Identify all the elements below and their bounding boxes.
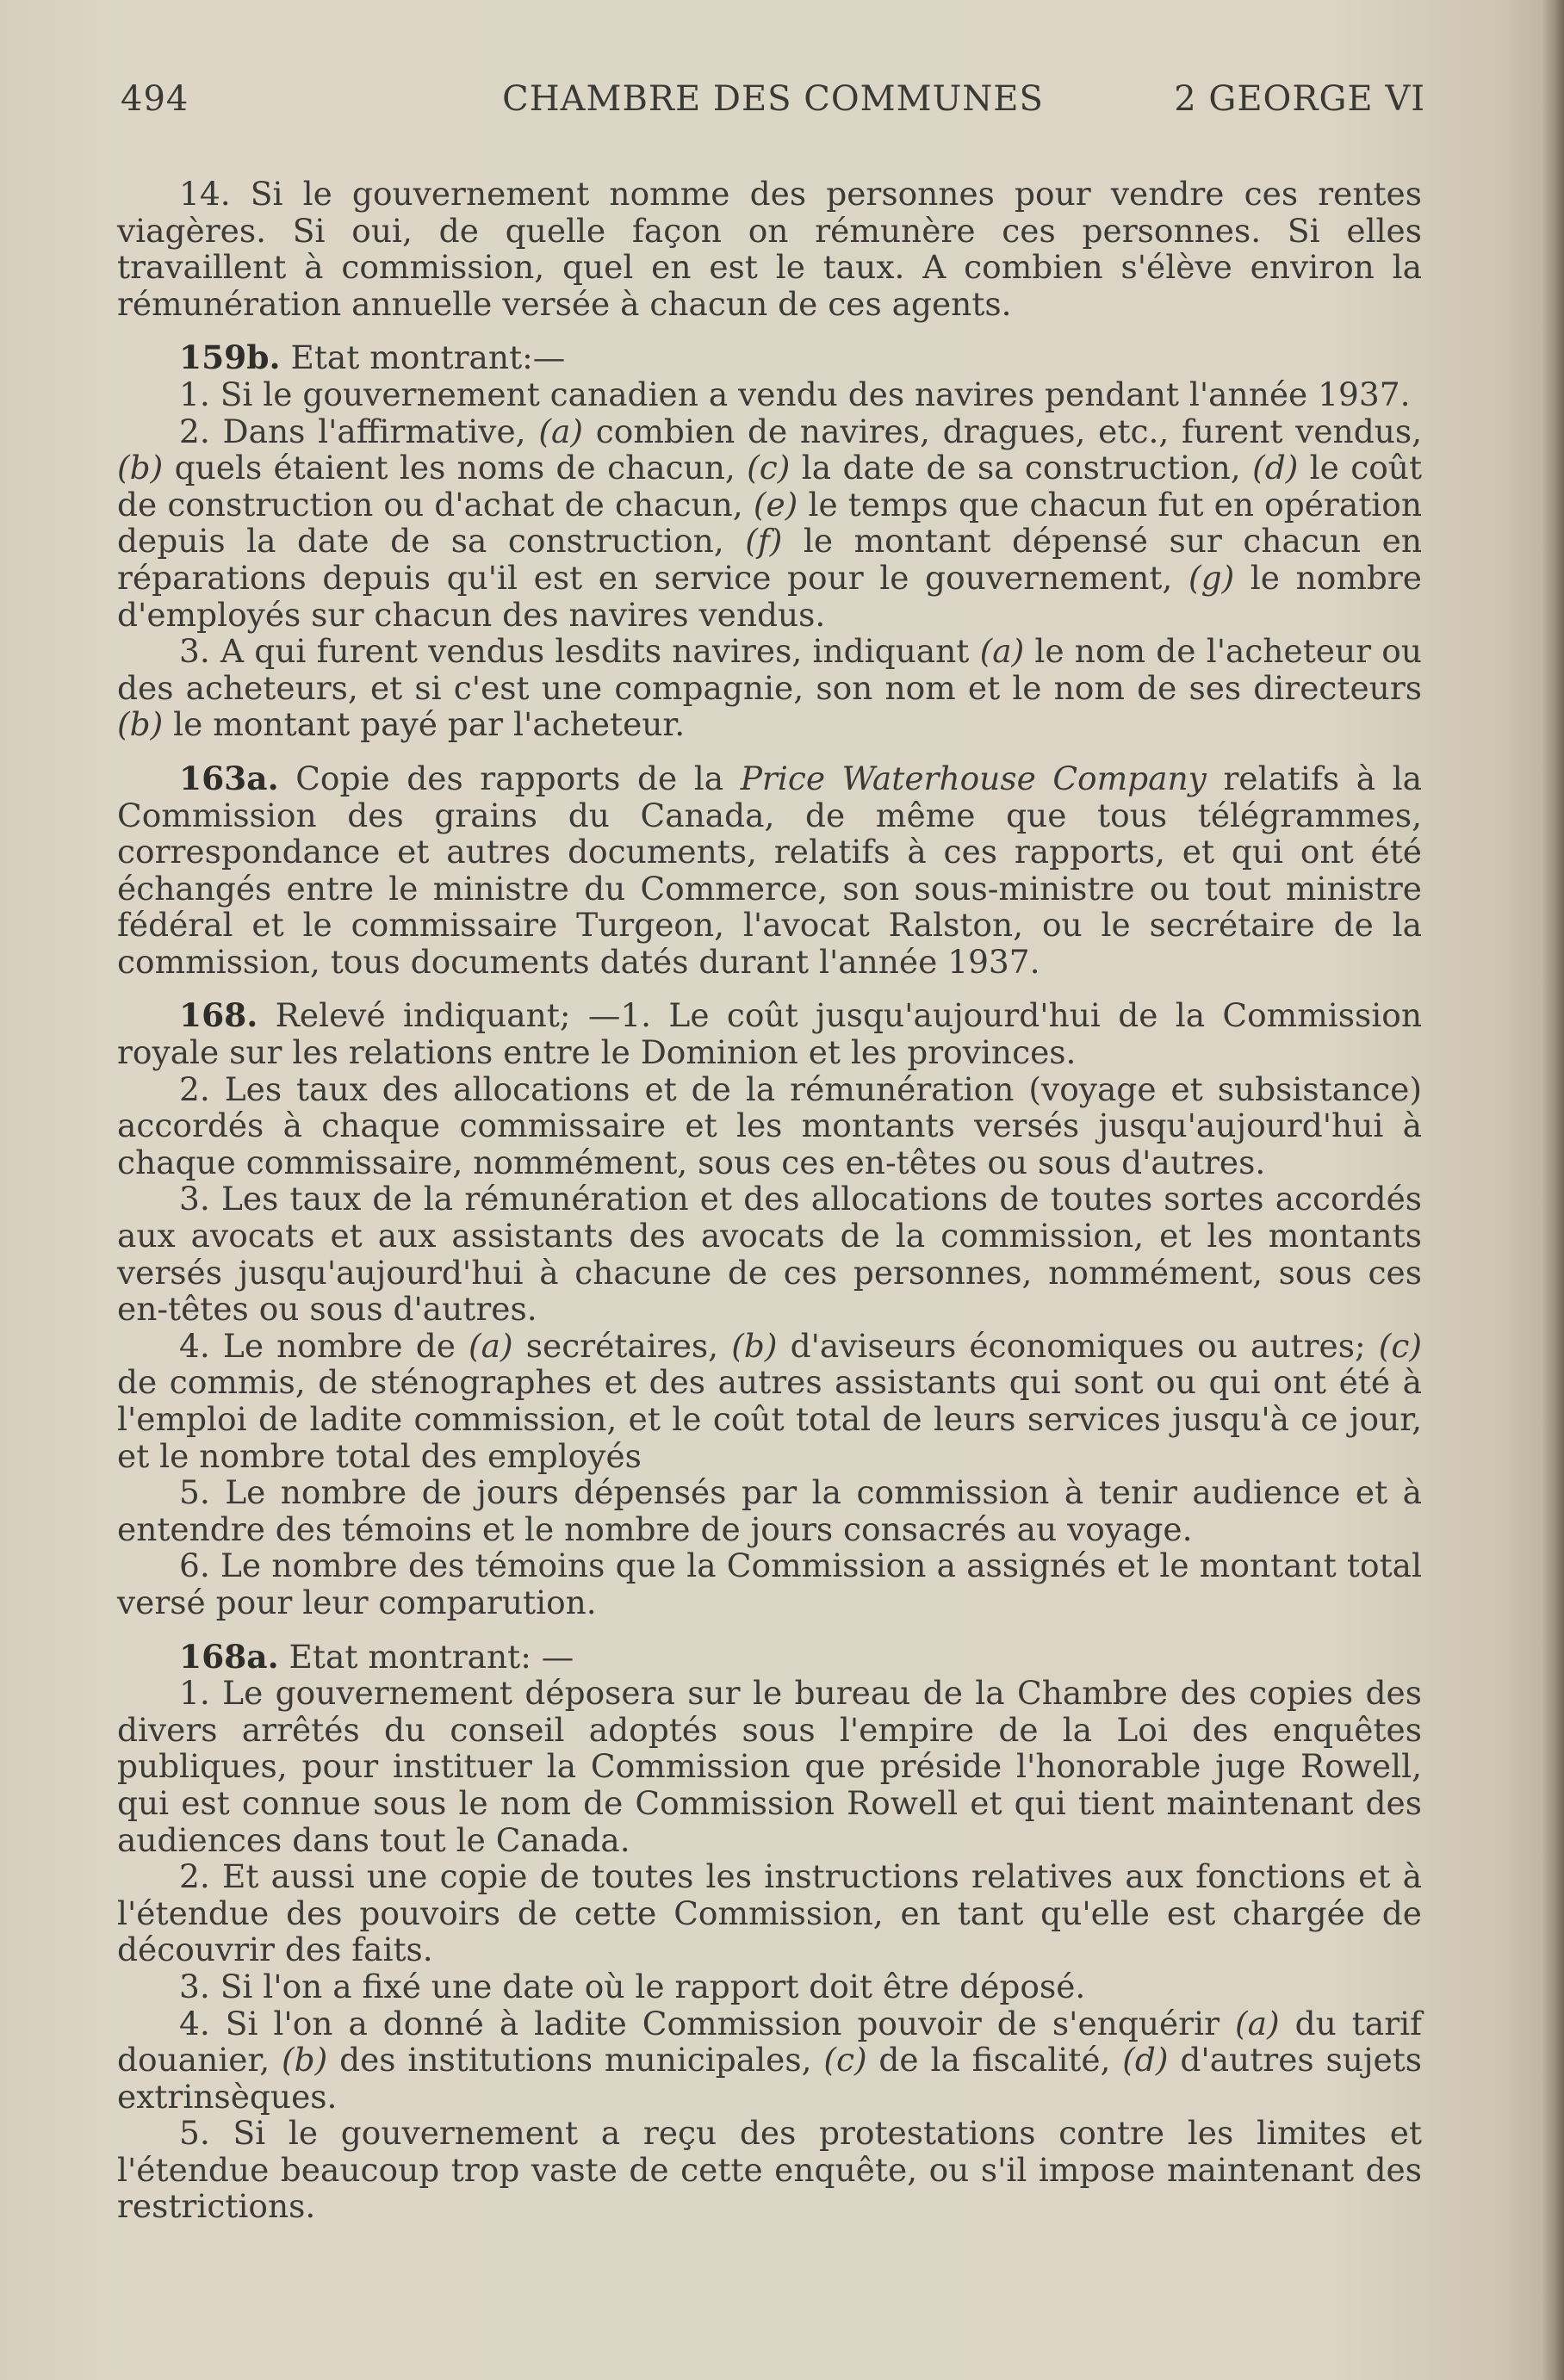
text-run: des institutions municipales, xyxy=(327,2041,824,2079)
letter-e: (e) xyxy=(753,485,798,524)
running-title: CHAMBRE DES COMMUNES xyxy=(502,79,1044,119)
text-run: secrétaires, xyxy=(512,1326,732,1365)
text-run: le montant payé par l'acheteur. xyxy=(163,705,686,744)
text-run: 4. Si l'on a donné à ladite Commission pouvoir de s'enquérir xyxy=(179,2004,1236,2042)
item-159b-point-2 xyxy=(117,413,1422,634)
item-159b-point-1: 1. Si le gouvernement canadien a vendu des navires pendant l'année 1937. xyxy=(179,375,1411,413)
company-name: Price Waterhouse Company xyxy=(740,759,1207,797)
text-run: le nombre d'employés sur chacun des navires vendus. xyxy=(117,558,1422,634)
item-168-point-5: 5. Le nombre de jours dépensés par la commission à tenir audience et à entendre des témoins et le nombre de jours consacrés au voyage. xyxy=(117,1473,1422,1548)
text-run: 2. Dans l'affirmative, xyxy=(179,412,539,450)
letter-a: (a) xyxy=(538,412,583,450)
item-168-point-1 xyxy=(117,997,1422,1070)
text-run: 3. A qui furent vendus lesdits navires, indiquant xyxy=(179,632,980,671)
letter-f: (f) xyxy=(745,522,783,561)
page-body xyxy=(117,176,1422,2225)
letter-a: (a) xyxy=(1235,2004,1280,2042)
letter-c: (c) xyxy=(1378,1326,1422,1365)
item-168-point-6: 6. Le nombre des témoins que la Commission a assignés et le montant total versé pour leur comparution. xyxy=(117,1546,1422,1621)
item-number: 163a. xyxy=(179,759,279,797)
item-163a-text xyxy=(117,760,1422,981)
item-number: 168a. xyxy=(179,1637,279,1676)
text-run: quels étaient les noms de chacun, xyxy=(163,449,748,487)
text-run: la date de sa construction, xyxy=(790,449,1253,487)
text-run: Copie des rapports de la xyxy=(278,759,741,797)
text-run: Relevé indiquant; —1. Le coût jusqu'aujourd'hui de la Commission royale sur les relations entre le Dominion et les provinces. xyxy=(117,996,1422,1072)
item-168a-intro xyxy=(117,1639,1422,1676)
item-168a-point-3: 3. Si l'on a fixé une date où le rapport doit être déposé. xyxy=(179,1967,1086,2005)
letter-b: (b) xyxy=(117,705,164,744)
text-run: combien de navires, dragues, etc., furent vendus, xyxy=(582,412,1423,450)
item-159b-point-3 xyxy=(117,633,1422,743)
item-168-point-2: 2. Les taux des allocations et de la rémunération (voyage et subsistance) accordés à chaque commissaire et les montants versés jusqu'aujourd'hui à chaque commissaire, nommément, sous ces en-têtes ou sous d'autres. xyxy=(117,1069,1422,1181)
item-168a xyxy=(117,1639,1422,2226)
letter-b: (b) xyxy=(731,1326,778,1365)
letter-c: (c) xyxy=(747,449,791,487)
text-run: le nom de l'acheteur ou des acheteurs, et si c'est une compagnie, son nom et le nom de ses directeurs xyxy=(117,632,1422,707)
text-run: 4. Le nombre de xyxy=(179,1326,469,1365)
intro-text: Etat montrant: — xyxy=(278,1637,574,1676)
item-number: 159b. xyxy=(179,338,281,377)
text-run: d'aviseurs économiques ou autres; xyxy=(777,1326,1379,1365)
item-168 xyxy=(117,997,1422,1621)
item-159b xyxy=(117,339,1422,743)
item-163a xyxy=(117,760,1422,981)
text-run: relatifs à la Commission des grains du Canada, de même que tous télégrammes, correspondance et autres documents, relatifs à ces rapports, et qui ont été échangés entre le ministre du Commerce, son sous-ministre ou tout ministre fédéral et le commissaire Turgeon, l'avocat Ralston, ou le secrétaire de la commission, tous documents datés durant l'année 1937. xyxy=(117,759,1422,981)
item-168a-point-5: 5. Si le gouvernement a reçu des protestations contre les limites et l'étendue beaucoup trop vaste de cette enquête, ou s'il impose maintenant des restrictions. xyxy=(117,2114,1422,2226)
text-run: d'autres sujets extrinsèques. xyxy=(117,2041,1423,2116)
item-168a-point-2: 2. Et aussi une copie de toutes les instructions relatives aux fonctions et à l'étendue des pouvoirs de cette Commission, en tant qu'elle est chargée de découvrir des faits. xyxy=(117,1857,1422,1969)
text-run: de commis, de sténographes et des autres assistants qui sont ou qui ont été à l'emploi de ladite commission, et le coût total de leurs services jusqu'à ce jour, et le nombre total des employés xyxy=(117,1363,1422,1475)
item-168-point-3: 3. Les taux de la rémunération et des allocations de toutes sortes accordés aux avocats et aux assistants des avocats de la commission, et les montants versés jusqu'aujourd'hui à chacune de ces personnes, nommément, sous ces en-têtes ou sous d'autres. xyxy=(117,1180,1422,1329)
letter-d: (d) xyxy=(1252,449,1299,487)
text-run: le temps que chacun fut en opération depuis la date de sa construction, xyxy=(117,485,1422,561)
regnal-year: 2 GEORGE VI xyxy=(1174,79,1425,119)
item-14 xyxy=(117,176,1422,322)
item-168a-point-1: 1. Le gouvernement déposera sur le bureau de la Chambre des copies des divers arrêtés du conseil adoptés sous l'empire de la Loi des enquêtes publiques, pour instituer la Commission que préside l'honorable juge Rowell, qui est connue sous le nom de Commission Rowell et qui tient maintenant des audiences dans tout le Canada. xyxy=(117,1674,1422,1859)
page-number: 494 xyxy=(121,79,189,119)
letter-b: (b) xyxy=(282,2041,328,2079)
letter-c: (c) xyxy=(823,2041,867,2079)
letter-a: (a) xyxy=(469,1326,513,1365)
text-run: le montant dépensé sur chacun en réparations depuis qu'il est en service pour le gouvernement, xyxy=(117,522,1422,597)
letter-g: (g) xyxy=(1188,558,1235,597)
letter-d: (d) xyxy=(1122,2041,1169,2079)
text-run: du tarif douanier, xyxy=(117,2004,1422,2079)
text-run: de la fiscalité, xyxy=(866,2041,1123,2079)
item-168a-point-4 xyxy=(117,2005,1422,2116)
letter-b: (b) xyxy=(117,449,164,487)
item-14-text: 14. Si le gouvernement nomme des personnes pour vendre ces rentes viagères. Si oui, de quelle façon on rémunère ces personnes. Si elles travaillent à commission, quel en est le taux. A combien s'élève environ la rémunération annuelle versée à chacun de ces agents. xyxy=(117,175,1422,323)
letter-a: (a) xyxy=(979,632,1025,671)
item-number: 168. xyxy=(179,996,258,1035)
intro-text: Etat montrant:— xyxy=(280,338,566,377)
item-168-point-4 xyxy=(117,1328,1422,1474)
item-159b-intro xyxy=(117,339,1422,376)
text-run: le coût de construction ou d'achat de chacun, xyxy=(117,449,1423,524)
